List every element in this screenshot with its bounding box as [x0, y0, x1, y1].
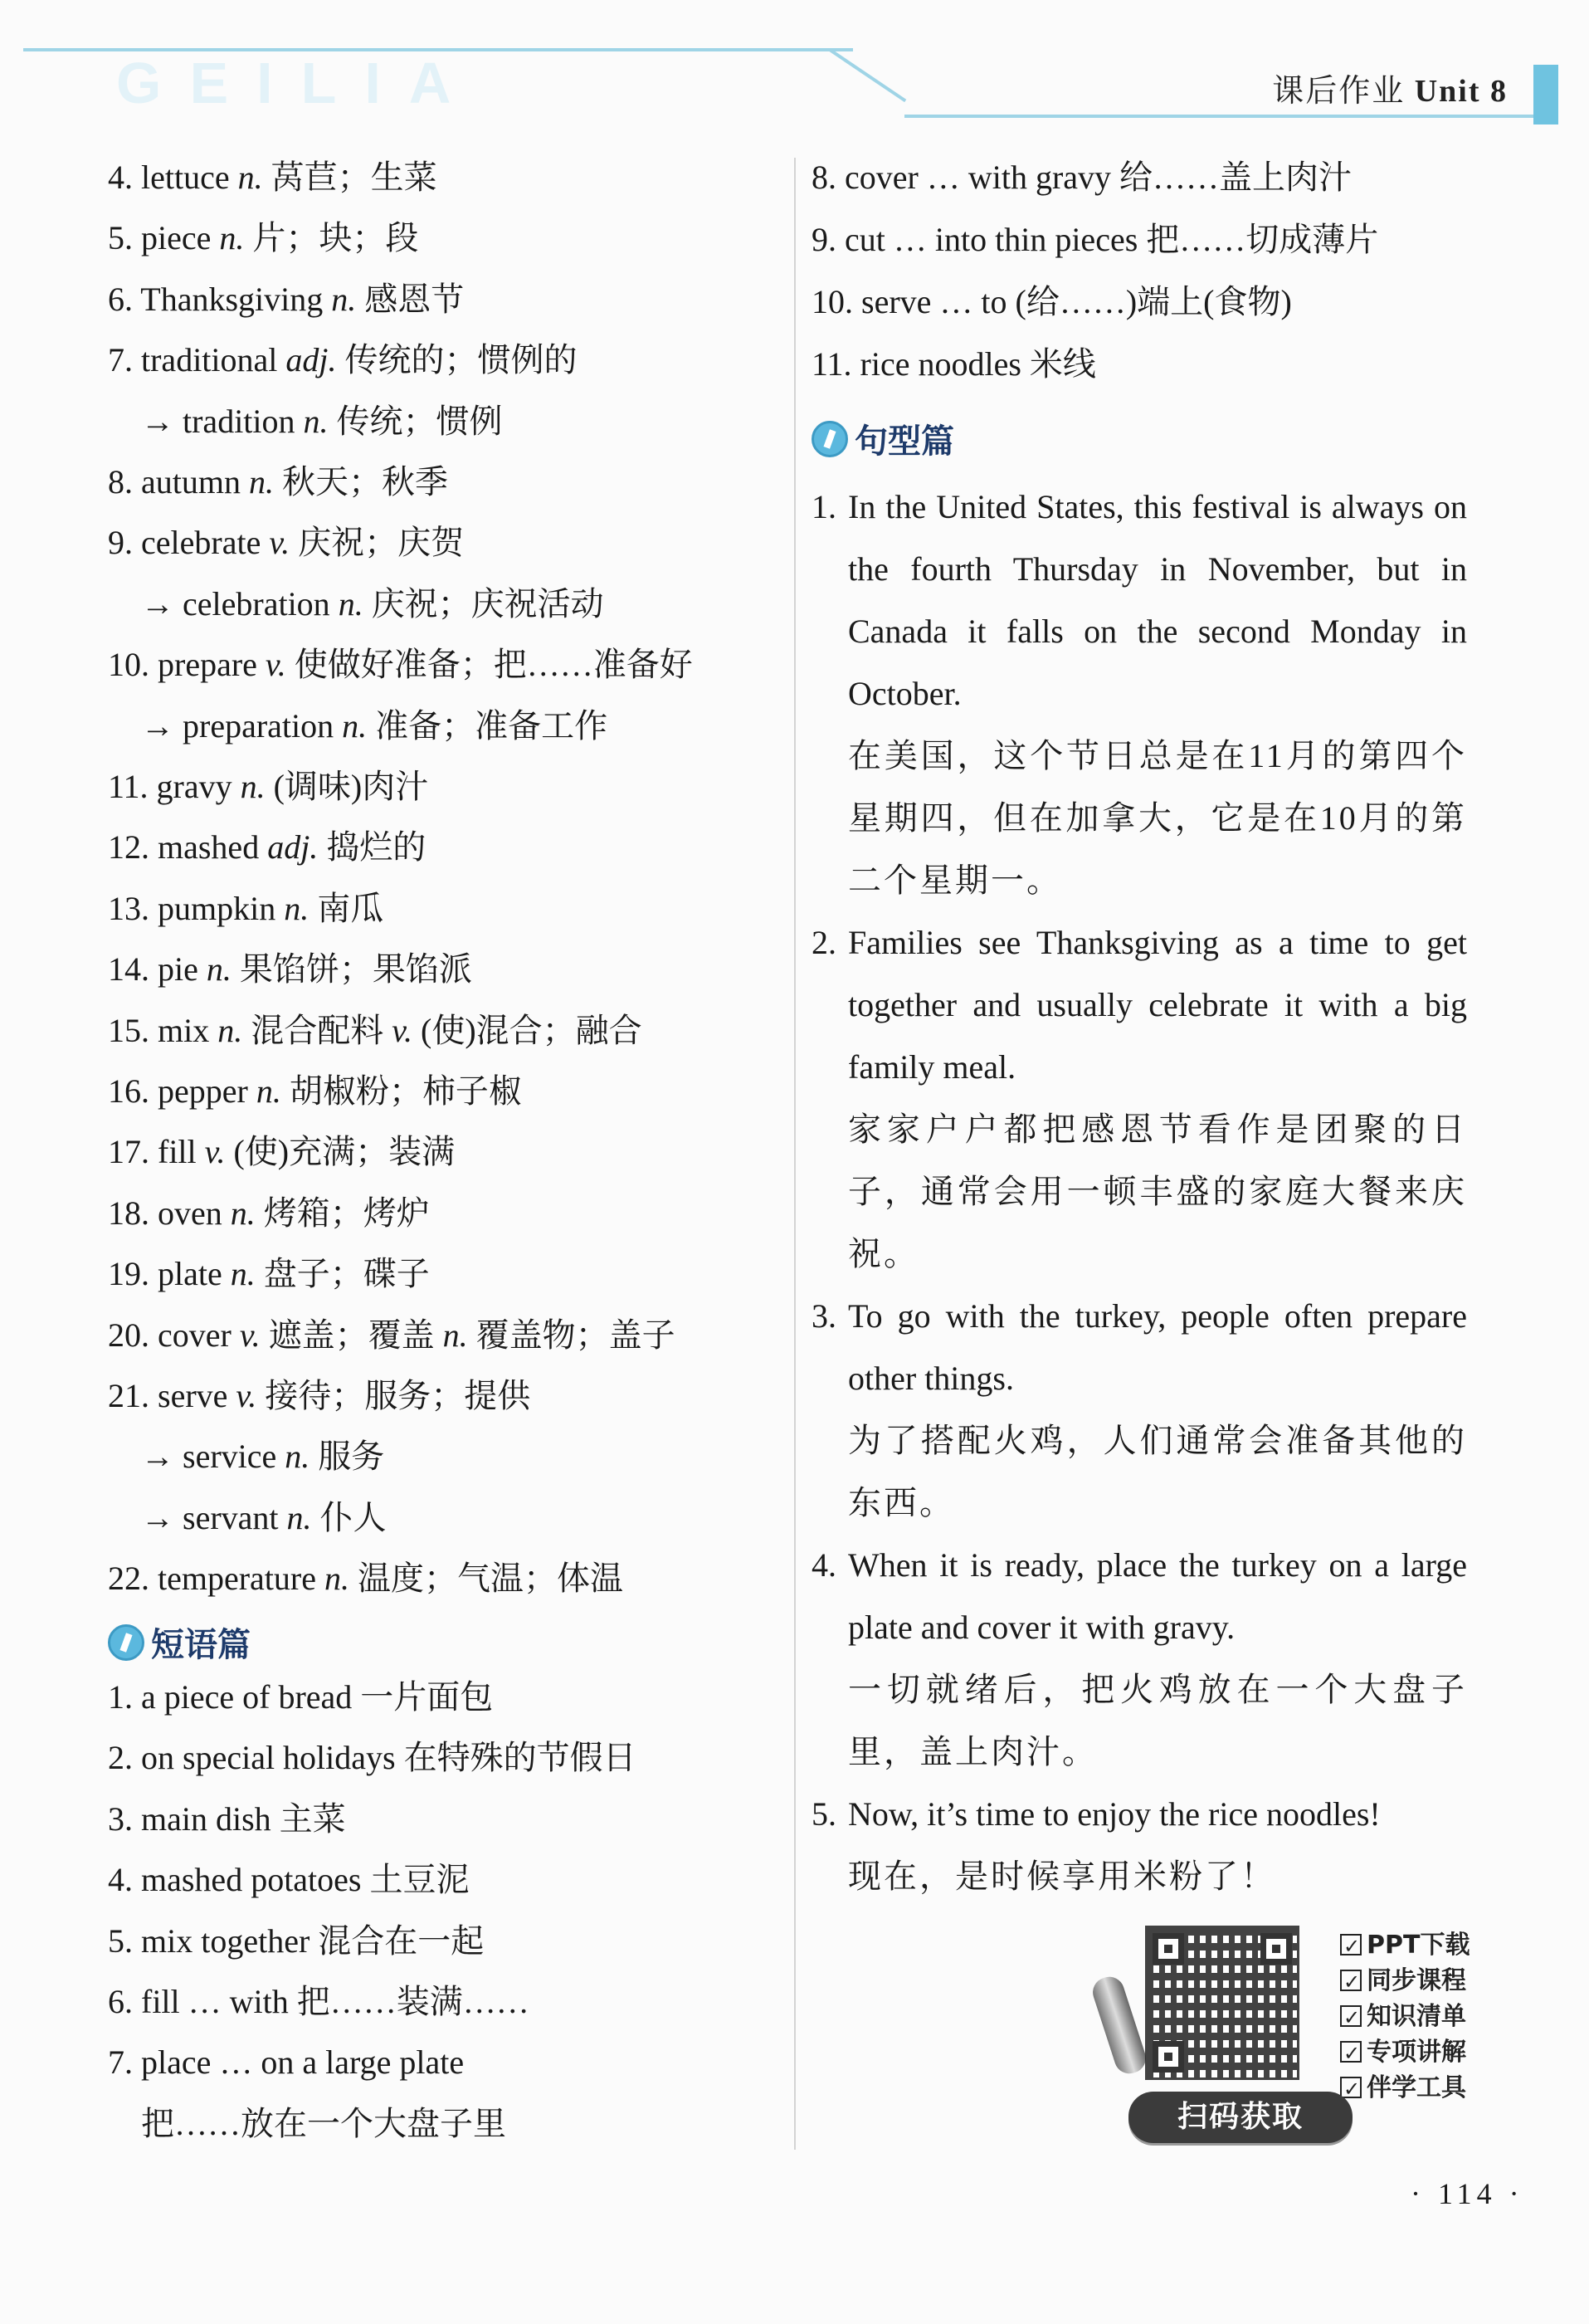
vocab-word: → tradition: [141, 402, 304, 440]
phrase-item: 4. mashed potatoes 土豆泥: [108, 1861, 470, 1899]
vocab-entry: [108, 1072, 522, 1111]
sentences-section-header: [812, 415, 954, 462]
vocab-pos: n.: [206, 950, 240, 989]
vocab-meaning: 传统的；惯例的: [344, 341, 578, 379]
vocab-number: 19.: [108, 1255, 158, 1293]
sentence-number: 5.: [812, 1795, 836, 1833]
vocab-entry: [108, 1132, 455, 1172]
phrase-item: 11. rice noodles 米线: [812, 345, 1096, 383]
vocab-pos: v.: [236, 1377, 266, 1414]
vocab-meaning: 捣烂的: [326, 828, 426, 867]
vocab-number: 9.: [108, 524, 141, 562]
sentence-number: 2.: [812, 924, 836, 961]
vocab-pos: v.: [269, 524, 299, 562]
sentence-english: Families see Thanksgiving as a time to get together and usually celebrate it with a big family meal.: [848, 924, 1467, 1086]
vocab-meaning: 庆祝；庆祝活动: [371, 584, 604, 622]
phrase-item: 7. place … on a large plate: [108, 2043, 465, 2082]
vocab-entry: [108, 462, 448, 502]
vocab-entry: [108, 1194, 430, 1233]
vocab-derivative: [141, 1437, 384, 1477]
vocab-meaning: 仆人: [319, 1498, 387, 1536]
vocab-number: 6.: [108, 280, 141, 318]
vocab-entry: [108, 950, 472, 989]
sentence-item: [812, 1783, 1467, 1907]
checkbox-checked-icon: [1340, 1934, 1362, 1955]
vocab-entry: [108, 1316, 675, 1355]
vocab-number: 5.: [108, 219, 141, 257]
vocab-entry: [108, 1011, 642, 1051]
header-title-prefix: 课后作业: [1272, 74, 1406, 109]
vocab-pos: adj.: [285, 341, 345, 379]
vocab-pos: n.: [230, 1255, 264, 1293]
header-title-unit: Unit 8: [1414, 74, 1508, 109]
vocab-entry: [108, 1376, 530, 1416]
vocab-entry: [108, 828, 426, 867]
vocab-meaning: 庆祝；庆贺: [298, 524, 465, 562]
vocab-word: cover: [158, 1316, 240, 1354]
vocab-meaning: 片；块；段: [252, 219, 419, 257]
sentence-english: When it is ready, place the turkey on a large plate and cover it with gravy.: [848, 1546, 1467, 1646]
vocab-meaning: 感恩节: [364, 280, 465, 318]
vocab-meaning: 秋天；秋季: [281, 463, 448, 500]
vocab-meaning: 胡椒粉；柿子椒: [289, 1072, 522, 1110]
scan-to-get-button[interactable]: 扫码获取: [1128, 2092, 1353, 2143]
promo-feature-item: [1340, 1963, 1470, 1999]
header-watermark: GEILIA: [116, 51, 480, 115]
vocab-meaning: 混合配料: [251, 1011, 384, 1049]
vocab-word: piece: [141, 219, 220, 257]
phrase-item: 5. mix together 混合在一起: [108, 1921, 485, 1960]
sentence-chinese: 在美国，这个节日总是在11月的第四个星期四，但在加拿大，它是在10月的第二个星期一。: [848, 737, 1467, 899]
vocab-number: 12.: [108, 828, 158, 867]
promo-feature-item: [1340, 1927, 1470, 1963]
sentence-english: In the United States, this festival is always on the fourth Thursday in November, but in Canada it falls on the second Monday in October.: [848, 488, 1467, 712]
vocab-meaning: 温度；气温；体温: [358, 1560, 623, 1598]
checkbox-checked-icon: [1340, 2041, 1362, 2063]
vocab-pos: n.: [217, 1011, 251, 1049]
vocab-word: prepare: [158, 646, 266, 684]
vocab-word: pepper: [158, 1072, 256, 1110]
vocab-word: lettuce: [141, 159, 238, 196]
vocab-word: celebrate: [141, 524, 270, 562]
phrase-item: 9. cut … into thin pieces 把……切成薄片: [812, 221, 1379, 258]
vocab-number: 20.: [108, 1316, 158, 1354]
sentence-chinese: 现在，是时候享用米粉了！: [848, 1858, 1276, 1895]
vocab-pos: n.: [303, 402, 337, 440]
phrases-section-title: 短语篇: [151, 1626, 251, 1664]
sentence-chinese: 家家户户都把感恩节看作是团聚的日子，通常会用一顿丰盛的家庭大餐来庆祝。: [848, 1111, 1467, 1272]
vocab-word: mix: [158, 1011, 218, 1049]
vocab-pos: n.: [434, 1316, 476, 1354]
phrase-item: 3. main dish 主菜: [108, 1799, 346, 1838]
vocab-number: 21.: [108, 1377, 158, 1414]
phrase-item: 1. a piece of bread 一片面包: [108, 1678, 494, 1716]
header-rule-right: [904, 115, 1535, 118]
qr-finder-pattern: [1260, 1933, 1292, 1965]
vocab-pos: n.: [286, 1498, 320, 1536]
vocab-pos: v.: [204, 1133, 234, 1171]
vocab-meaning: (使)充满；装满: [233, 1133, 456, 1171]
pencil-badge-icon: [812, 421, 848, 457]
vocab-meaning: 准备；准备工作: [375, 706, 608, 745]
vocab-meaning: 南瓜: [317, 889, 384, 927]
vocab-pos: v.: [265, 646, 295, 684]
vocab-word: pie: [158, 950, 207, 989]
sentence-item: [812, 476, 1467, 911]
promo-feature-label: 同步课程: [1367, 1966, 1466, 1995]
vocab-pos: v.: [383, 1011, 422, 1049]
vocab-word: → service: [141, 1438, 285, 1476]
sentence-number: 4.: [812, 1546, 836, 1584]
page-number: · 114 ·: [1411, 2177, 1524, 2210]
sentence-english: Now, it’s time to enjoy the rice noodles!: [848, 1795, 1381, 1833]
vocab-word: serve: [158, 1377, 236, 1414]
vocab-word: oven: [158, 1194, 231, 1232]
promo-feature-list: [1340, 1927, 1470, 2106]
header-rule-slant: [829, 48, 906, 102]
checkbox-checked-icon: [1340, 1970, 1362, 1991]
vocab-entry: [108, 218, 418, 258]
vocab-word: → servant: [141, 1498, 287, 1536]
vocab-derivative: [141, 706, 607, 746]
vocab-meaning: (调味)肉汁: [273, 768, 429, 805]
vocab-meaning: 覆盖物；盖子: [475, 1316, 675, 1354]
sentence-item: [812, 1534, 1467, 1783]
vocab-number: 17.: [108, 1133, 158, 1171]
phrase-item: 6. fill … with 把……装满……: [108, 1983, 529, 2020]
vocab-meaning: 遮盖；覆盖: [268, 1316, 435, 1354]
vocab-pos: v.: [239, 1316, 269, 1354]
vocab-pos: n.: [256, 1072, 290, 1110]
phrase-item: 把……放在一个大盘子里: [141, 2104, 506, 2142]
vocab-number: 22.: [108, 1560, 158, 1598]
vocab-derivative: [141, 584, 604, 624]
vocab-number: 7.: [108, 341, 141, 379]
vocab-pos: n.: [240, 768, 274, 805]
vocab-number: 18.: [108, 1194, 158, 1232]
header-title: [1272, 65, 1508, 110]
vocab-word: fill: [158, 1133, 205, 1171]
vocab-entry: [108, 523, 464, 563]
vocab-word: plate: [158, 1255, 231, 1293]
vocab-pos: n.: [331, 280, 365, 318]
vocab-pos: n.: [219, 219, 253, 257]
vocab-word: → preparation: [141, 706, 343, 745]
sentence-number: 3.: [812, 1297, 836, 1335]
vocab-meaning: (使)混合；融合: [421, 1011, 642, 1049]
vocab-number: 8.: [108, 463, 141, 500]
vocab-number: 4.: [108, 159, 141, 196]
vocab-meaning: 传统；惯例: [336, 402, 503, 440]
promo-feature-label: 专项讲解: [1367, 2038, 1466, 2067]
checkbox-checked-icon: [1340, 2077, 1362, 2098]
vocab-meaning: 使做好准备；把……准备好: [294, 646, 693, 684]
promo-feature-item: [1340, 2070, 1470, 2106]
promo-feature-item: [1340, 2034, 1470, 2070]
vocab-pos: n.: [237, 159, 271, 196]
sentences-section-title: 句型篇: [855, 422, 954, 461]
vocab-number: 16.: [108, 1072, 158, 1110]
vocab-entry: [108, 889, 383, 929]
vocab-word: gravy: [156, 768, 241, 805]
column-divider: [794, 158, 796, 2150]
vocab-word: temperature: [158, 1560, 324, 1598]
phrase-item: 10. serve … to (给……)端上(食物): [812, 283, 1292, 320]
vocab-word: autumn: [141, 463, 249, 500]
vocab-entry: [108, 280, 464, 320]
vocab-derivative: [141, 1498, 387, 1538]
vocab-pos: n.: [230, 1194, 264, 1232]
microphone-icon: [1089, 1973, 1149, 2077]
vocab-entry: [108, 767, 428, 807]
vocab-meaning: 接待；服务；提供: [265, 1377, 531, 1414]
vocab-number: 10.: [108, 646, 158, 684]
vocab-meaning: 莴苣；生菜: [271, 159, 437, 196]
header-tab-marker: [1533, 65, 1558, 124]
vocab-number: 15.: [108, 1011, 158, 1049]
qr-finder-pattern: [1153, 2041, 1184, 2073]
sentence-item: [812, 911, 1467, 1285]
vocab-number: 11.: [108, 768, 157, 805]
sentence-chinese: 一切就绪后，把火鸡放在一个大盘子里，盖上肉汁。: [848, 1671, 1467, 1770]
vocab-entry: [108, 158, 437, 198]
vocab-pos: n.: [324, 1560, 358, 1598]
promo-feature-label: PPT下载: [1367, 1931, 1470, 1960]
sentence-item: [812, 1285, 1467, 1534]
qr-finder-pattern: [1153, 1933, 1184, 1965]
sentence-number: 1.: [812, 488, 836, 525]
vocab-meaning: 果馅饼；果馅派: [239, 950, 472, 989]
vocab-number: 13.: [108, 889, 158, 927]
vocab-entry: [108, 1254, 430, 1294]
vocab-word: → celebration: [141, 584, 339, 622]
sentence-chinese: 为了搭配火鸡，人们通常会准备其他的东西。: [848, 1422, 1467, 1521]
vocab-entry: [108, 340, 578, 380]
vocab-pos: n.: [248, 463, 282, 500]
promo-feature-label: 伴学工具: [1367, 2073, 1466, 2102]
sentence-english: To go with the turkey, people often prepare other things.: [848, 1297, 1467, 1397]
qr-promo-block: [1104, 1909, 1502, 2166]
vocab-derivative: [141, 402, 503, 442]
vocab-word: traditional: [141, 341, 286, 379]
promo-feature-item: [1340, 1999, 1470, 2034]
vocab-pos: n.: [285, 1438, 319, 1476]
vocab-entry: [108, 645, 693, 685]
vocab-pos: adj.: [267, 828, 327, 867]
vocab-meaning: 烤箱；烤炉: [263, 1194, 430, 1232]
vocab-pos: n.: [284, 889, 318, 927]
qr-code[interactable]: [1145, 1926, 1299, 2080]
vocab-word: Thanksgiving: [140, 280, 332, 318]
phrase-item: 2. on special holidays 在特殊的节假日: [108, 1739, 636, 1777]
vocab-entry: [108, 1559, 623, 1599]
phrases-section-header: [108, 1618, 251, 1666]
vocab-word: mashed: [158, 828, 268, 867]
phrase-item: 8. cover … with gravy 给……盖上肉汁: [812, 159, 1353, 196]
vocab-meaning: 盘子；碟子: [263, 1255, 430, 1293]
vocab-word: pumpkin: [158, 889, 285, 927]
vocab-number: 14.: [108, 950, 158, 989]
checkbox-checked-icon: [1340, 2005, 1362, 2027]
vocab-meaning: 服务: [318, 1438, 385, 1476]
promo-feature-label: 知识清单: [1367, 2002, 1466, 2031]
pencil-badge-icon: [108, 1624, 144, 1661]
vocab-pos: n.: [338, 584, 372, 622]
vocab-pos: n.: [342, 706, 376, 745]
